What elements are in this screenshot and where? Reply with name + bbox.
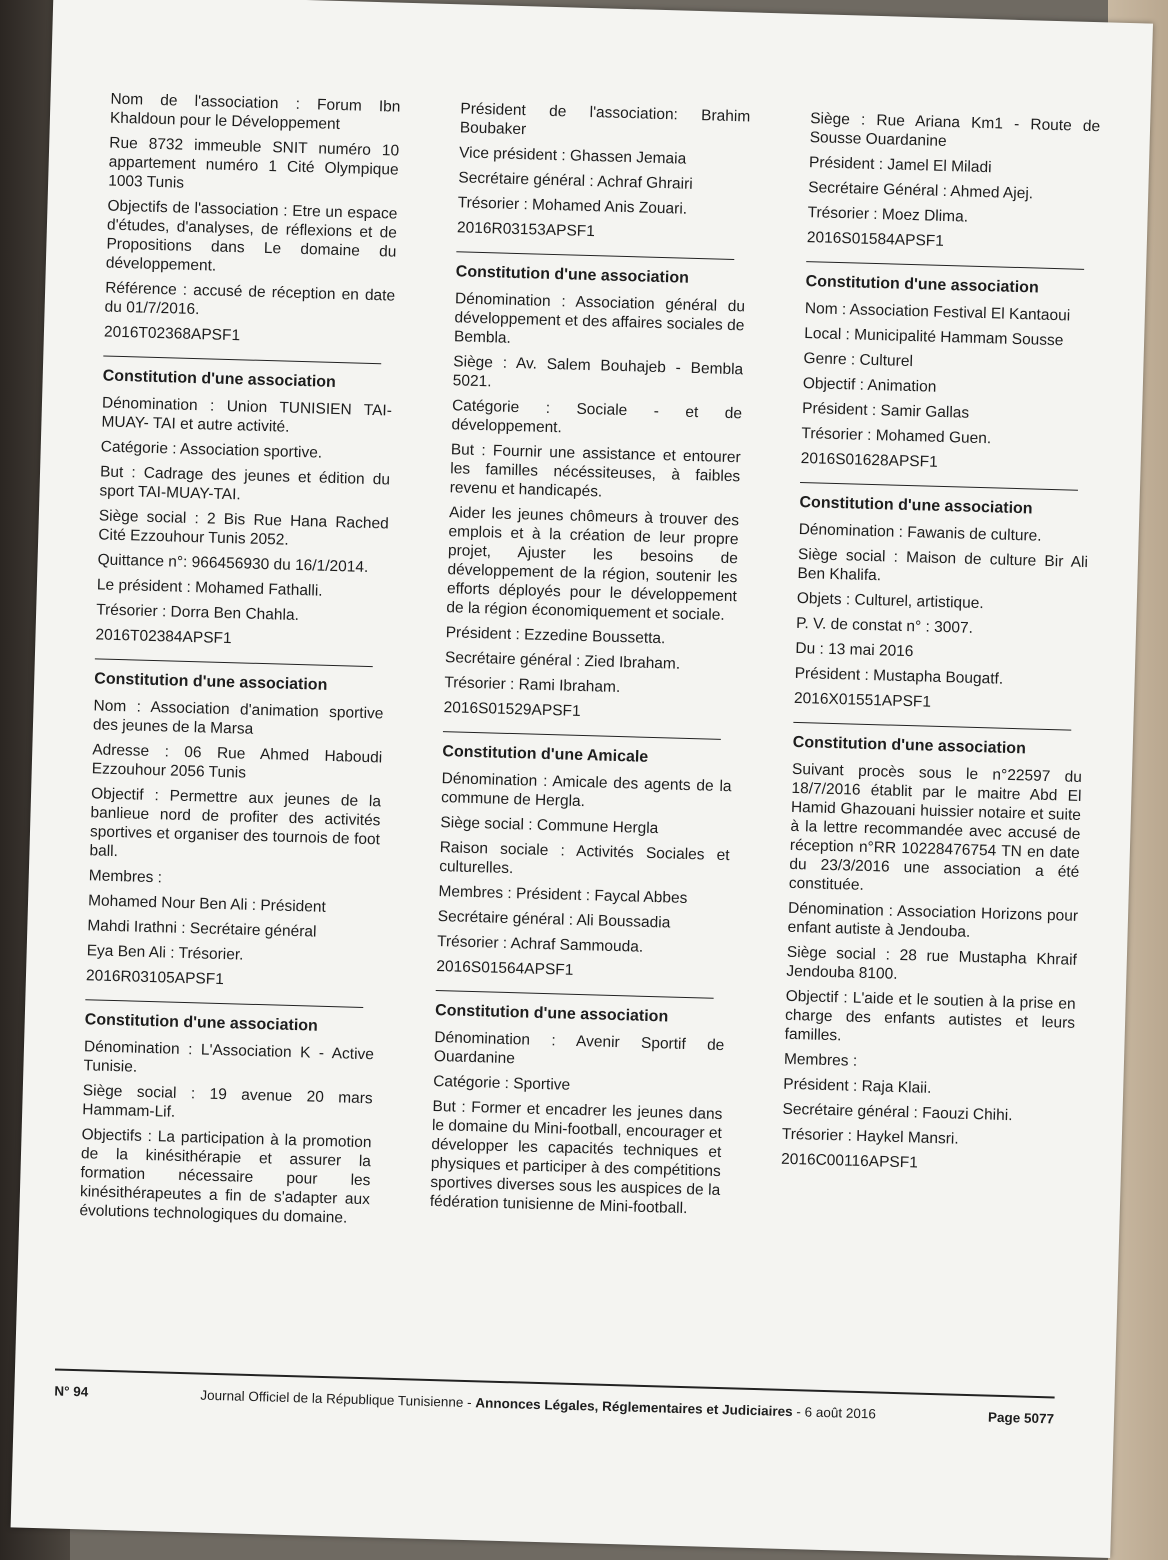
column-1	[75, 90, 400, 1368]
journal-name: Journal Officiel de la République Tunisienne -	[200, 1387, 476, 1411]
entry-separator	[793, 722, 1071, 731]
entry-heading: Constitution d'une Amicale	[442, 743, 649, 766]
entry-paragraph: But : Fournir une assistance et entourer les familles nécéssiteuses, à faibles revenu et handicapés.	[449, 441, 741, 501]
entry-paragraph: Siège social : Maison de culture Bir Ali Ben Khalifa.	[797, 545, 1089, 585]
entry-paragraph: Eya Ben Ali : Trésorier.	[86, 942, 244, 964]
entry-paragraph: Mohamed Nour Ben Ali : Président	[87, 892, 327, 916]
entry-paragraph: Dénomination : Fawanis de culture.	[798, 520, 1042, 545]
journal-section: Annonces Légales, Réglementaires et Judiciaires	[475, 1395, 793, 1420]
entry-reference: 2016T02368APSF1	[103, 323, 241, 345]
entry-paragraph: Trésorier : Haykel Mansri.	[781, 1125, 959, 1148]
entry-paragraph: But : Former et encadrer les jeunes dans le domaine du Mini-football, encourager et développer les capacités techniques et physiques et participer à des compétitions sportives diverses sous les auspices de la fédération tunisienne de Mini-football.	[429, 1097, 723, 1218]
entry-paragraph: Suivant procès sous le n°22597 du 18/7/2016 établit par le maitre Abd El Hamid Ghazouani huissier notaire et suite à la lettre recommandée avec accusé de réception n°RR 10228476754 TN en date du 23/3/2016 une association a été constituée.	[788, 760, 1083, 894]
entry-paragraph: Trésorier : Mohamed Guen.	[801, 424, 992, 448]
entry-separator	[456, 251, 734, 260]
entry-separator	[85, 999, 363, 1008]
entry-reference: 2016S01564APSF1	[436, 958, 574, 979]
entry-paragraph: Du : 13 mai 2016	[795, 639, 914, 661]
entry-paragraph: Objets : Culturel, artistique.	[796, 589, 984, 613]
entry-reference: 2016R03153APSF1	[456, 219, 596, 241]
column-2	[425, 99, 750, 1377]
entry-paragraph: Dénomination : Avenir Sportif de Ouardanine	[433, 1028, 725, 1068]
entry-paragraph: Nom : Association d'animation sportive des jeunes de la Marsa	[92, 697, 384, 738]
entry-paragraph: Vice président : Ghassen Jemaia	[458, 144, 687, 168]
entry-separator	[800, 482, 1078, 491]
page-number: Page 5077	[987, 1409, 1055, 1427]
entry-paragraph: Trésorier : Achraf Sammouda.	[436, 933, 644, 956]
journal-title	[200, 1388, 876, 1422]
entry-paragraph: Objectif : Animation	[802, 375, 937, 396]
entry-paragraph: Référence : accusé de réception en date du 01/7/2016.	[104, 279, 396, 319]
entry-heading: Constitution d'une association	[84, 1011, 319, 1035]
entry-paragraph: Siège : Rue Ariana Km1 - Route de Sousse Ouardanine	[809, 110, 1101, 150]
page-footer	[54, 1384, 1054, 1427]
entry-paragraph: Adresse : 06 Rue Ahmed Haboudi Ezzouhour 2056 Tunis	[91, 741, 383, 782]
entry-separator	[443, 731, 721, 740]
entry-paragraph: Le président : Mohamed Fathalli.	[96, 576, 323, 600]
entry-paragraph: Aider les jeunes chômeurs à trouver des emplois et à la création de leur propre projet, Ajuster les besoins de développement de la région, soutenir les efforts déployés pour le développement de la région économiquement et sociale.	[446, 504, 740, 624]
entry-paragraph: Catégorie : Sociale - et de développement.	[451, 397, 743, 437]
entry-paragraph: Président : Jamel El Miladi	[808, 154, 992, 177]
entry-separator	[95, 658, 373, 667]
journal-date: - 6 août 2016	[792, 1404, 877, 1422]
entry-paragraph: Catégorie : Association sportive.	[100, 438, 323, 462]
entry-paragraph: Nom de l'association : Forum Ibn Khaldoun pour le Développement	[109, 90, 401, 133]
entry-heading: Constitution d'une association	[792, 733, 1027, 758]
entry-paragraph: Dénomination : Association Horizons pour enfant autiste à Jendouba.	[787, 899, 1079, 941]
entry-paragraph: Siège social : 19 avenue 20 mars Hammam-Lif.	[82, 1082, 373, 1121]
entry-paragraph: Local : Municipalité Hammam Sousse	[803, 325, 1064, 350]
entry-paragraph: Objectifs : La participation à la promotion de la kinésithérapie et assurer la formation nécessaire pour les kinésithérapeutes a fin de s'adapter aux évolutions technologiques du domaine.	[79, 1126, 372, 1227]
entry-paragraph: Trésorier : Moez Dlima.	[807, 204, 969, 226]
entry-paragraph: P. V. de constat n° : 3007.	[795, 614, 974, 637]
entry-paragraph: Siège social : 2 Bis Rue Hana Rached Cité Ezzouhour Tunis 2052.	[98, 507, 389, 549]
entry-paragraph: Dénomination : Association général du développement et des affaires sociales de Bembla.	[453, 290, 746, 347]
entry-paragraph: Secrétaire général : Ali Boussadia	[437, 908, 671, 932]
entry-paragraph: Membres :	[783, 1050, 858, 1070]
entry-paragraph: Catégorie : Sportive	[432, 1072, 571, 1094]
entry-paragraph: Objectifs de l'association : Etre un espace d'études, d'analyses, de réflexions et de Propositions dans Le domaine du développement.	[105, 197, 398, 275]
entry-heading: Constitution d'une association	[434, 1001, 669, 1026]
issue-number: N° 94	[54, 1383, 89, 1400]
entry-separator	[806, 261, 1084, 270]
entry-paragraph: Président de l'association: Brahim Boubaker	[459, 100, 751, 139]
entry-reference: 2016C00116APSF1	[780, 1150, 919, 1172]
entry-reference: 2016T02384APSF1	[95, 626, 232, 648]
entry-paragraph: Siège : Av. Salem Bouhajeb - Bembla 5021.	[452, 353, 744, 391]
entry-separator	[436, 990, 714, 999]
entry-paragraph: Quittance n°: 966456930 du 16/1/2014.	[97, 551, 369, 576]
entry-paragraph: Objectif : Permettre aux jeunes de la banlieue nord de profiter des activités sportives et organiser des tournois de foot ball.	[89, 785, 382, 861]
entry-paragraph: Secrétaire général : Achraf Ghrairi	[458, 169, 693, 193]
entry-reference: 2016R03105APSF1	[85, 967, 225, 989]
entry-heading: Constitution d'une association	[102, 367, 337, 391]
entry-paragraph: Président : Ezzedine Boussetta.	[445, 624, 666, 648]
entry-paragraph: Dénomination : Amicale des agents de la commune de Hergla.	[440, 770, 732, 811]
entry-paragraph: Président : Mustapha Bougatf.	[794, 664, 1004, 688]
entry-reference: 2016S01584APSF1	[806, 229, 945, 250]
entry-heading: Constitution d'une association	[94, 670, 328, 694]
entry-heading: Constitution d'une association	[805, 273, 1039, 297]
entry-paragraph: Trésorier : Dorra Ben Chahla.	[95, 601, 300, 625]
column-3	[775, 109, 1100, 1387]
entry-paragraph: Rue 8732 immeuble SNIT numéro 10 appartement numéro 1 Cité Olympique 1003 Tunis	[107, 134, 400, 192]
entry-paragraph: Siège social : 28 rue Mustapha Khraif Jendouba 8100.	[786, 943, 1078, 983]
entry-paragraph: But : Cadrage des jeunes et édition du sport TAI-MUAY-TAI.	[99, 463, 391, 504]
entry-paragraph: Membres :	[88, 867, 163, 887]
entry-paragraph: Président : Raja Klaii.	[783, 1075, 932, 1097]
entry-reference: 2016X01551APSF1	[793, 689, 932, 711]
entry-paragraph: Mahdi Irathni : Secrétaire général	[87, 917, 317, 941]
entry-heading: Constitution d'une association	[455, 263, 690, 287]
entry-paragraph: Dénomination : Union TUNISIEN TAI-MUAY- TAI et autre activité.	[101, 394, 393, 436]
columns-container	[75, 90, 1100, 1387]
entry-separator	[103, 355, 381, 364]
entry-paragraph: Président : Samir Gallas	[801, 400, 970, 422]
entry-paragraph: Genre : Culturel	[803, 350, 914, 371]
entry-paragraph: Secrétaire général : Zied Ibraham.	[444, 649, 681, 673]
entry-paragraph: Secrétaire général : Faouzi Chihi.	[782, 1100, 1013, 1125]
entry-reference: 2016S01628APSF1	[800, 449, 938, 471]
journal-page	[11, 0, 1153, 1558]
entry-paragraph: Dénomination : L'Association K - Active Tunisie.	[83, 1038, 375, 1076]
entry-paragraph: Siège social : Commune Hergla	[440, 814, 659, 838]
entry-paragraph: Nom : Association Festival El Kantaoui	[804, 300, 1071, 325]
entry-paragraph: Membres : Président : Faycal Abbes	[438, 883, 688, 907]
entry-paragraph: Secrétaire Général : Ahmed Ajej.	[808, 179, 1034, 203]
entry-heading: Constitution d'une association	[799, 493, 1033, 518]
entry-reference: 2016S01529APSF1	[443, 699, 581, 720]
entry-paragraph: Raison sociale : Activités Sociales et culturelles.	[438, 839, 730, 878]
entry-paragraph: Objectif : L'aide et le soutien à la prise en charge des enfants autistes et leurs familles.	[784, 987, 1076, 1045]
entry-paragraph: Trésorier : Rami Ibraham.	[444, 674, 621, 697]
entry-paragraph: Trésorier : Mohamed Anis Zouari.	[457, 194, 688, 218]
